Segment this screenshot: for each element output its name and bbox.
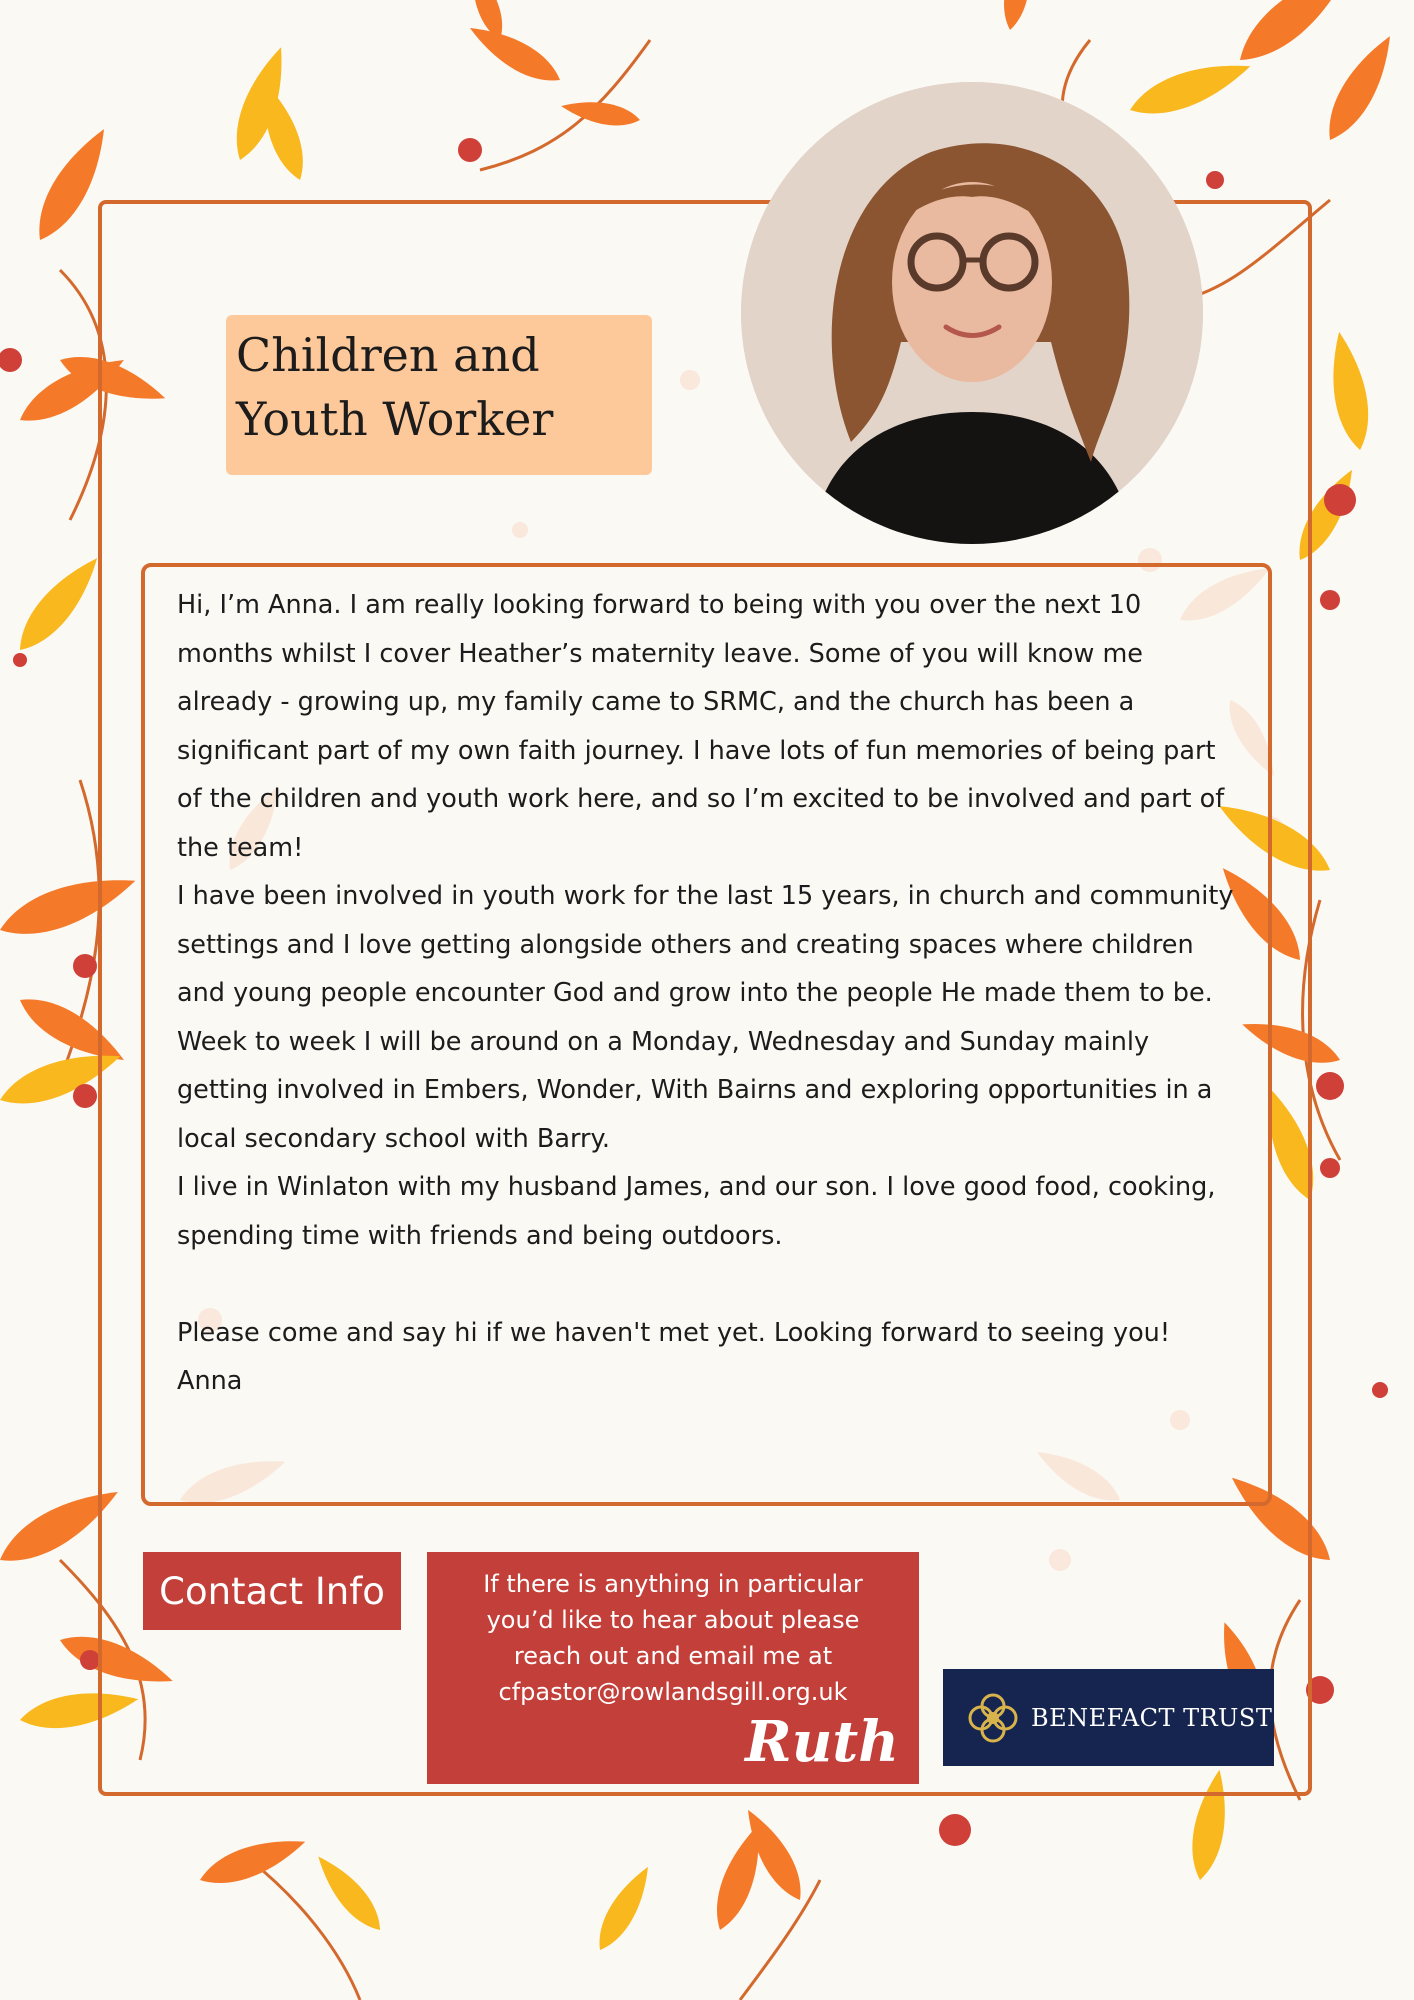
paragraph-signoff: Anna: [177, 1366, 243, 1396]
contact-info-label: Contact Info: [143, 1552, 401, 1630]
paragraph-closing: Please come and say hi if we haven't met yet. Looking forward to seeing you!: [177, 1317, 1171, 1348]
title-line-1: Children and: [236, 328, 540, 382]
portrait-icon: [741, 82, 1203, 544]
contact-email[interactable]: cfpastor@rowlandsgill.org.uk: [498, 1678, 848, 1706]
benefact-flower-logo-icon: [965, 1690, 1021, 1746]
contact-line-2: you’d like to hear about please: [486, 1606, 860, 1634]
title-line-2: Youth Worker: [236, 392, 554, 446]
title-box: [226, 315, 652, 475]
logo-text: BENEFACT TRUST: [1031, 1703, 1273, 1732]
paragraph-personal: I live in Winlaton with my husband James, and our son. I love good food, cooking, spending time with friends and being outdoors.: [177, 1172, 1216, 1251]
paragraph-schedule: Week to week I will be around on a Monday, Wednesday and Sunday mainly getting involved in Embers, Wonder, With Bairns and exploring opportunities in a local secondary school with Barry.: [177, 1026, 1213, 1154]
portrait-photo: [741, 82, 1203, 544]
contact-line-3: reach out and email me at: [513, 1642, 833, 1670]
contact-info-box: [427, 1552, 919, 1784]
contact-line-1: If there is anything in particular: [483, 1570, 863, 1598]
paragraph-intro: Hi, I’m Anna. I am really looking forward to being with you over the next 10 months whilst I cover Heather’s maternity leave. Some of you will know me already - growing up, my family came to SRMC, and the church has been a significant part of my own faith journey. I have lots of fun memories of being part of the children and youth work here, and so I’m excited to be involved and part of the team!: [177, 590, 1225, 863]
intro-text-box: [141, 563, 1272, 1506]
signature: Ruth: [745, 1709, 899, 1775]
benefact-trust-logo: [943, 1669, 1274, 1766]
paragraph-experience: I have been involved in youth work for the last 15 years, in church and community settings and I love getting alongside others and creating spaces where children and young people encounter God and grow into the people He made them to be.: [177, 881, 1234, 1008]
